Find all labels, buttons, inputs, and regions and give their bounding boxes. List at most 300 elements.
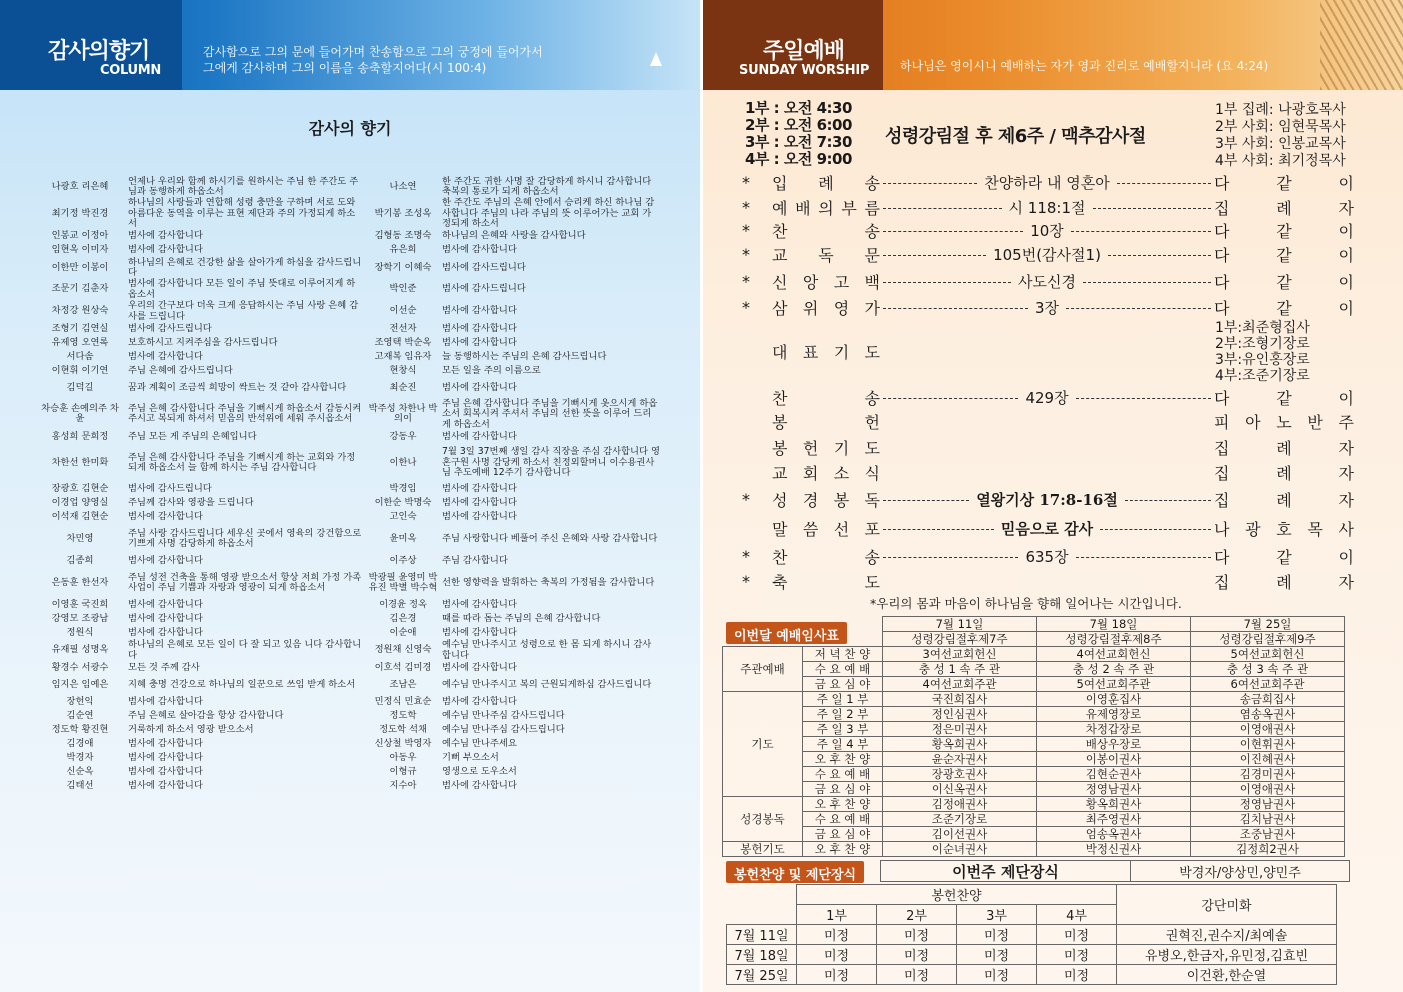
schedule-cell: 오 후 찬 양	[803, 842, 883, 857]
schedule-cell: 황옥희권사	[1037, 797, 1191, 812]
order-content: 찬양하라 내 영혼아	[984, 173, 1110, 192]
thanks-text: 하나님의 은혜와 사랑을 감사합니다	[442, 230, 586, 242]
order-content: 사도신경	[1018, 272, 1076, 291]
offering-date: 7월 11일	[727, 925, 797, 945]
part-header: 2부	[877, 905, 957, 925]
decor-cell: 권혁진,권수지/최예솔	[1117, 925, 1337, 945]
order-item	[742, 436, 1354, 458]
thanks-text: 범사에 감사합니다	[128, 779, 203, 791]
thanks-row	[40, 198, 660, 230]
schedule-cell: 수 요 예 배	[803, 767, 883, 782]
schedule-week: 성령강림절후제8주	[1037, 632, 1191, 647]
order-content: 105번(감사절1)	[993, 245, 1101, 264]
order-content: 믿음으로 감사	[1000, 519, 1094, 538]
giver-name: 유재필 성명옥	[51, 644, 109, 656]
thanks-text: 언제나 우리와 함께 하시기를 원하시는 주님 한 주간도 주님과 동행하게 하옵소서	[128, 175, 359, 197]
thanks-text: 범사에 감사합니다	[128, 612, 203, 624]
leader: 3부 사회: 인봉교목사	[1215, 136, 1346, 152]
giver-name: 신상철 박영자	[374, 737, 432, 749]
thanks-row	[40, 779, 660, 793]
stand-mark: *	[742, 546, 750, 566]
schedule-cell: 이순녀권사	[883, 842, 1037, 857]
thanks-text: 범사에 감사합니다	[128, 510, 203, 522]
offering-cell: 미정	[797, 925, 877, 945]
thanks-text: 범사에 감사합니다	[442, 430, 517, 442]
giver-name: 이순애	[389, 626, 417, 638]
order-name: 신 앙 고 백	[772, 272, 880, 292]
giver-name: 은동훈 한선자	[51, 576, 109, 588]
schedule-cell: 김현순권사	[1037, 767, 1191, 782]
schedule-cell: 4여선교회주관	[883, 677, 1037, 692]
giver-name: 이영훈 국진희	[51, 598, 109, 610]
giver-name: 최기정 박진경	[51, 207, 109, 219]
order-item	[742, 545, 1354, 567]
schedule-cell: 장광호권사	[883, 767, 1037, 782]
column-subtitle: COLUMN	[100, 63, 161, 78]
giver-name: 조남은	[389, 678, 417, 690]
schedule-group: 주관예배	[723, 647, 803, 692]
order-item	[742, 410, 1354, 432]
order-content: 시 118:1절	[1008, 198, 1086, 217]
thanks-text: 범사에 감사합니다	[442, 626, 517, 638]
schedule-cell: 최주영권사	[1037, 812, 1191, 827]
worship-verse: 하나님은 영이시니 예배하는 자가 영과 진리로 예배할지니라 (요 4:24)	[900, 59, 1269, 73]
leader: 4부 사회: 최기정목사	[1215, 153, 1346, 169]
schedule-cell: 5여선교회헌신	[1191, 647, 1345, 662]
offering-cell: 미정	[877, 925, 957, 945]
thanks-text: 범사에 감사합니다	[128, 598, 203, 610]
giver-name: 현창식	[389, 365, 417, 377]
thanks-row	[40, 765, 660, 779]
thanks-text: 범사에 감사합니다	[128, 626, 203, 638]
thanks-text: 주님 사랑 감사드립니다 세우신 곳에서 영육의 강건함으로 기쁘게 사명 감당하게 하옵소서	[128, 527, 362, 549]
worship-banner	[703, 0, 1403, 90]
thanks-text: 주님 은혜 감사합니다 주님을 기뻐시게 하는 교회와 가정되게 하옵소서 늘 함께 하시는 주님 감사합니다	[128, 451, 356, 473]
giver-name: 조영택 박순옥	[374, 337, 432, 349]
stand-mark: *	[742, 297, 750, 317]
decor-names: 박경자/양상민,양민주	[1179, 865, 1301, 881]
thanks-row	[40, 482, 660, 496]
thanks-text: 주님 은혜로 살아감을 항상 감사합니다	[128, 709, 284, 721]
sermon-title: 성령강림절 후 제6주 / 맥추감사절	[885, 126, 1146, 147]
thanks-row	[40, 554, 660, 568]
thanks-row	[40, 301, 660, 323]
thanks-row	[40, 351, 660, 365]
thanks-text: 범사에 감사합니다	[442, 382, 517, 394]
order-name: 봉 헌	[772, 412, 880, 432]
offering-cell: 미정	[957, 925, 1037, 945]
thanks-row	[40, 661, 660, 675]
service-time: 3부 : 오전 7:30	[745, 133, 852, 151]
giver-name: 김태선	[66, 779, 94, 791]
giver-name: 서다솜	[66, 351, 94, 363]
giver-name: 박인준	[389, 283, 417, 295]
thanks-text: 주님 사랑합니다 베풀어 주신 은혜와 사랑 감사합니다	[442, 532, 658, 544]
part-header: 3부	[957, 905, 1037, 925]
giver-name: 박주성 차한나 박의이	[368, 402, 438, 425]
order-item	[742, 296, 1354, 318]
thanks-text: 범사에 감사합니다	[128, 351, 203, 363]
schedule-cell: 황옥희권사	[883, 737, 1037, 752]
offering-cell: 미정	[797, 945, 877, 965]
order-leader: 나 광 호 목 사	[1214, 519, 1354, 539]
order-name: 입 례 송	[772, 173, 880, 193]
thanks-row	[40, 258, 660, 279]
order-item	[742, 488, 1354, 510]
order-name: 대 표 기 도	[772, 342, 880, 362]
thanks-text: 범사에 감사합니다	[128, 751, 203, 763]
service-times	[745, 100, 852, 168]
service-time: 2부 : 오전 6:00	[745, 116, 852, 134]
schedule-cell: 배상우장로	[1037, 737, 1191, 752]
service-time: 1부 : 오전 4:30	[745, 99, 852, 117]
order-leader: 다 같 이	[1214, 221, 1354, 241]
thanks-row	[40, 230, 660, 244]
giver-name: 나소연	[389, 180, 417, 192]
prayer-leaders	[1215, 320, 1310, 384]
thanks-text: 주님 은혜에 감사드립니다	[128, 365, 233, 377]
thanks-text: 범사에 감사합니다	[442, 244, 517, 256]
giver-name: 지수아	[389, 779, 417, 791]
schedule-cell: 주 일 2 부	[803, 707, 883, 722]
thanks-text: 거룩하게 하소서 영광 받으소서	[128, 723, 254, 735]
giver-name: 유제영 오연록	[51, 337, 109, 349]
giver-name: 조문기 김춘자	[51, 283, 109, 295]
schedule-week: 성령강림절후제7주	[883, 632, 1037, 647]
prayer-leader: 4부:조준기장로	[1215, 368, 1310, 384]
worship-title: 주일예배	[763, 39, 845, 64]
giver-name: 고재복 임유자	[374, 351, 432, 363]
schedule-cell: 6여선교회주관	[1191, 677, 1345, 692]
schedule-cell: 오 후 찬 양	[803, 797, 883, 812]
thanks-text: 예수님 만나주시고 성령으로 한 몸 되게 하시니 감사합니다	[442, 639, 652, 661]
giver-name: 인봉교 이정아	[51, 230, 109, 242]
giver-name: 정도학 황진현	[51, 723, 109, 735]
giver-name: 임현옥 이미자	[51, 244, 109, 256]
schedule-cell: 금 요 심 야	[803, 677, 883, 692]
thanks-text: 범사에 감사드립니다	[128, 323, 212, 335]
schedule-cell: 이영애권사	[1191, 722, 1345, 737]
thanks-text: 범사에 감사합니다	[442, 598, 517, 610]
giver-name: 아동우	[389, 751, 417, 763]
giver-name: 나광호 리은혜	[51, 180, 109, 192]
thanks-text: 범사에 감사합니다	[442, 496, 517, 508]
order-leader: 다 같 이	[1214, 388, 1354, 408]
column-verse-2: 그에게 감사하며 그의 이름을 송축할지어다(시 100:4)	[203, 61, 487, 75]
column-verse-1: 감사함으로 그의 문에 들어가며 찬송함으로 그의 궁정에 들어가서	[203, 45, 543, 59]
schedule-cell: 유제영장로	[1037, 707, 1191, 722]
giver-name: 차민영	[66, 532, 94, 544]
thanks-text: 영생으로 도우소서	[442, 765, 517, 777]
thanks-text: 한 주간도 귀한 사명 잘 감당하게 하시니 감사합니다 축복의 통로가 되게 하옵소서	[442, 175, 652, 197]
thanks-row	[40, 510, 660, 524]
offering-cell: 미정	[957, 965, 1037, 985]
giver-name: 이호석 김미경	[374, 661, 432, 673]
schedule-date: 7월 11일	[883, 617, 1037, 632]
offering-cell: 미정	[1037, 965, 1117, 985]
order-item	[742, 461, 1354, 483]
giver-name: 장학기 이혜숙	[374, 261, 432, 273]
order-leader: 집 례 자	[1214, 198, 1354, 218]
giver-name: 전선자	[389, 323, 417, 335]
schedule-cell: 5여선교회주관	[1037, 677, 1191, 692]
schedule-cell: 김정애권사	[883, 797, 1037, 812]
thanks-text: 범사에 감사합니다	[128, 737, 203, 749]
thanks-row	[40, 675, 660, 695]
thanks-row	[40, 751, 660, 765]
schedule-cell: 충 성 1 속 주 관	[883, 662, 1037, 677]
order-name: 말 씀 선 포	[772, 519, 880, 539]
schedule-cell: 주 일 3 부	[803, 722, 883, 737]
order-item	[742, 570, 1354, 592]
thanks-row	[40, 568, 660, 598]
thanks-list	[40, 176, 660, 793]
thanks-text: 보호하시고 지켜주심을 감사드립니다	[128, 337, 278, 349]
thanks-text: 범사에 감사합니다	[128, 695, 203, 707]
order-content: 429장	[1025, 388, 1069, 407]
giver-name: 김은경	[389, 612, 417, 624]
giver-name: 차정강 원상숙	[51, 305, 109, 317]
thanks-text: 범사에 감사합니다	[128, 765, 203, 777]
giver-name: 박경자	[66, 751, 94, 763]
schedule-cell: 김이선권사	[883, 827, 1037, 842]
schedule-cell: 이봉이권사	[1037, 752, 1191, 767]
schedule-cell: 주 일 4 부	[803, 737, 883, 752]
thanks-text: 기뻐 부으소서	[442, 751, 499, 763]
stand-mark: *	[742, 197, 750, 217]
schedule-group: 봉헌기도	[723, 842, 803, 857]
sailboat-icon	[650, 52, 662, 66]
schedule-cell: 충 성 3 속 주 관	[1191, 662, 1345, 677]
order-item	[742, 270, 1354, 292]
schedule-cell: 충 성 2 속 주 관	[1037, 662, 1191, 677]
schedule-cell: 김정희2권사	[1191, 842, 1345, 857]
giver-name: 정원채 신영숙	[374, 644, 432, 656]
decor-title: 이번주 제단장식	[881, 861, 1131, 882]
stand-mark: *	[742, 571, 750, 591]
stand-mark: *	[742, 489, 750, 509]
thanks-row	[40, 399, 660, 431]
giver-name: 신순옥	[66, 765, 94, 777]
thanks-text: 범사에 감사합니다 모든 일이 주님 뜻대로 이루어지게 하옵소서	[128, 278, 356, 300]
order-content: 열왕기상 17:8-16절	[976, 490, 1118, 509]
giver-name: 임지은 임예은	[51, 678, 109, 690]
thanks-text: 주님 모든 게 주님의 은혜입니다	[128, 430, 257, 442]
schedule-group: 성경봉독	[723, 797, 803, 842]
prayer-leader: 2부:조형기장로	[1215, 336, 1310, 352]
offering-table	[726, 884, 1337, 985]
giver-name: 차승훈 손예의주 차윤	[41, 402, 119, 425]
schedule-cell: 4여선교회헌신	[1037, 647, 1191, 662]
schedule-cell: 정인심권사	[883, 707, 1037, 722]
order-leader: 피 아 노 반 주	[1214, 412, 1354, 432]
giver-name: 김형동 조명숙	[374, 230, 432, 242]
thanks-text: 범사에 감사합니다	[442, 337, 517, 349]
thanks-text: 꿈과 계획이 조금씩 희망이 싹트는 것 같아 감사합니다	[128, 382, 347, 394]
order-name: 봉 헌 기 도	[772, 438, 880, 458]
thanks-text: 하나님의 은혜로 건강한 삶을 살아가게 하심을 감사드립니다	[128, 256, 362, 278]
thanks-text: 범사에 감사합니다	[442, 305, 517, 317]
thanks-row	[40, 323, 660, 337]
thanks-text: 범사에 감사합니다	[442, 661, 517, 673]
decor-header: 강단미화	[1117, 885, 1337, 925]
schedule-cell: 송금희집사	[1191, 692, 1345, 707]
giver-name: 김경애	[66, 737, 94, 749]
schedule-cell: 엄송옥권사	[1037, 827, 1191, 842]
schedule-cell: 조중남권사	[1191, 827, 1345, 842]
thanks-text: 예수님 만나주심 감사드립니다	[442, 723, 565, 735]
thanks-row	[40, 337, 660, 351]
decor-cell: 이건환,한순열	[1117, 965, 1337, 985]
schedule-cell: 금 요 심 야	[803, 782, 883, 797]
thanks-row	[40, 365, 660, 379]
giver-name: 김덕길	[66, 382, 94, 394]
column-title: 감사의향기	[48, 39, 150, 64]
schedule-cell: 수 요 예 배	[803, 812, 883, 827]
part-header: 4부	[1037, 905, 1117, 925]
leader: 2부 사회: 임현묵목사	[1215, 119, 1346, 135]
schedule-week: 성령강림절후제9주	[1191, 632, 1345, 647]
offering-cell: 미정	[1037, 945, 1117, 965]
offering-cell: 미정	[1037, 925, 1117, 945]
schedule-cell: 정영남권사	[1191, 797, 1345, 812]
giver-name: 장헌익	[66, 695, 94, 707]
column-banner	[0, 0, 700, 90]
thanks-text: 늘 동행하시는 주님의 은혜 감사드립니다	[442, 351, 607, 363]
thanks-row	[40, 524, 660, 554]
giver-name: 강동우	[389, 430, 417, 442]
giver-name: 이한만 이봉이	[51, 261, 109, 273]
schedule-cell: 차정갑장로	[1037, 722, 1191, 737]
giver-name: 유은희	[389, 244, 417, 256]
order-name: 예 배 의 부 름	[772, 198, 880, 218]
order-item	[742, 196, 1354, 218]
offering-badge: 봉헌찬양 및 제단장식	[726, 861, 864, 883]
giver-name: 정도학 석채	[379, 723, 427, 735]
schedule-cell: 국진희집사	[883, 692, 1037, 707]
decor-cell: 유병오,한금자,유민정,김효빈	[1117, 945, 1337, 965]
schedule-cell: 이현휘권사	[1191, 737, 1345, 752]
giver-name: 김순연	[66, 709, 94, 721]
thanks-row	[40, 598, 660, 612]
schedule-date: 7월 25일	[1191, 617, 1345, 632]
order-leader: 집 례 자	[1214, 490, 1354, 510]
giver-name: 민정식 민효순	[374, 695, 432, 707]
thanks-text: 주님께 감사와 영광을 드립니다	[128, 496, 254, 508]
thanks-row	[40, 640, 660, 661]
schedule-cell: 오 후 찬 양	[803, 752, 883, 767]
thanks-text: 우리의 간구보다 더욱 크게 응답하시는 주님 사랑 은혜 감사를 드립니다	[128, 300, 359, 322]
order-content: 10장	[1030, 221, 1064, 240]
thanks-text: 범사에 감사합니다	[442, 695, 517, 707]
thanks-row	[40, 496, 660, 510]
order-name: 찬 송	[772, 221, 880, 241]
standing-note: *우리의 몸과 마음이 하나님을 향해 일어나는 시간입니다.	[870, 596, 1182, 611]
schedule-cell: 이진혜권사	[1191, 752, 1345, 767]
giver-name: 정원식	[66, 626, 94, 638]
giver-name: 고인숙	[389, 510, 417, 522]
schedule-cell: 윤순자권사	[883, 752, 1037, 767]
thanks-text: 한 주간도 주님의 은혜 안에서 승리케 하신 하나님 감사합니다 주님의 나라 주님의 뜻 이루어가는 교회 가정되게 하소서	[442, 197, 655, 229]
thanks-text: 지혜 충명 건강으로 하나님의 일꾼으로 쓰임 받게 하소서	[128, 678, 356, 690]
schedule-cell: 이영애권사	[1191, 782, 1345, 797]
thanks-text: 하나님의 사랑들과 연합해 성령 충만을 구하며 서로 도와 아름다운 동역을 이루는 표현 제단과 주의 가정되게 하소서	[128, 197, 356, 229]
page-title: 감사의 향기	[308, 119, 392, 138]
thanks-row	[40, 723, 660, 737]
giver-name: 박경임	[389, 482, 417, 494]
schedule-cell: 수 요 예 배	[803, 662, 883, 677]
thanks-text: 모든 것 주께 감사	[128, 661, 200, 673]
thanks-text: 범사에 감사합니다	[442, 323, 517, 335]
giver-name: 윤미옥	[389, 532, 417, 544]
offering-cell: 미정	[957, 945, 1037, 965]
giver-name: 이형규	[389, 765, 417, 777]
giver-name: 차한선 한미화	[51, 456, 109, 468]
thanks-text: 주님 감사합니다	[442, 554, 508, 566]
schedule-cell: 3여선교회헌신	[883, 647, 1037, 662]
thanks-text: 7월 3일 37번째 생일 감사 직장을 주심 감사합니다 영혼구원 사명 감당케 하소서 친정외할머니 이수용권사님 추도예배 12주기 감사합니다	[442, 446, 660, 479]
giver-name: 이한나	[389, 456, 417, 468]
thanks-row	[40, 626, 660, 640]
schedule-cell: 이신옥권사	[883, 782, 1037, 797]
order-name: 찬 송	[772, 547, 880, 567]
schedule-cell: 염송옥권사	[1191, 707, 1345, 722]
offering-date: 7월 25일	[727, 965, 797, 985]
offering-cell: 미정	[877, 965, 957, 985]
thanks-row	[40, 244, 660, 258]
schedule-cell: 이영훈집사	[1037, 692, 1191, 707]
giver-name: 조형기 김연실	[51, 323, 109, 335]
thanks-text: 주님 은혜 감사합니다 주님을 기뻐시게 하옵소서 감동시켜 주시고 복되게 하셔서 믿음의 반석위에 세워 주시옵소서	[128, 402, 362, 425]
thanks-row	[40, 430, 660, 444]
schedule-cell: 주 일 1 부	[803, 692, 883, 707]
service-time: 4부 : 오전 9:00	[745, 150, 852, 168]
stand-mark: *	[742, 244, 750, 264]
giver-name: 홍성희 문희정	[51, 430, 109, 442]
order-leader: 집 례 자	[1214, 463, 1354, 483]
thanks-text: 하나님의 은혜로 모든 일이 다 잘 되고 있음 니다 감사합니다	[128, 639, 362, 661]
schedule-cell: 정영남권사	[1037, 782, 1191, 797]
service-leaders	[1215, 102, 1346, 170]
order-leader: 다 같 이	[1214, 245, 1354, 265]
giver-name: 강영모 조광남	[51, 612, 109, 624]
prayer-leader: 3부:유인홍장로	[1215, 352, 1310, 368]
schedule-date: 7월 18일	[1037, 617, 1191, 632]
giver-name: 이경업 양영실	[51, 496, 109, 508]
order-leader: 다 같 이	[1214, 272, 1354, 292]
schedule-table	[722, 616, 1345, 857]
giver-name: 이선순	[389, 305, 417, 317]
thanks-row	[40, 695, 660, 709]
schedule-cell: 조준기장로	[883, 812, 1037, 827]
schedule-cell: 박정신권사	[1037, 842, 1191, 857]
schedule-cell: 정은미권사	[883, 722, 1037, 737]
worship-subtitle: SUNDAY WORSHIP	[739, 63, 870, 78]
giver-name: 이한순 박명숙	[374, 496, 432, 508]
giver-name: 최순진	[389, 382, 417, 394]
thanks-text: 주님 성전 건축을 통해 영광 받으소서 항상 저희 가정 가족 사업이 주님 기쁨과 자랑과 영광이 되게 하옵소서	[128, 571, 362, 593]
order-leader: 다 같 이	[1214, 298, 1354, 318]
schedule-cell: 김치남권사	[1191, 812, 1345, 827]
order-name: 성 경 봉 독	[772, 490, 880, 510]
thanks-text: 범사에 감사드립니다	[128, 482, 212, 494]
order-name: 삼 위 영 가	[772, 298, 880, 318]
this-week-decor	[880, 860, 1350, 882]
thanks-text: 범사에 감사합니다	[128, 554, 203, 566]
giver-name: 이현휘 이기연	[51, 365, 109, 377]
order-leader: 집 례 자	[1214, 572, 1354, 592]
thanks-text: 범사에 감사합니다	[442, 779, 517, 791]
